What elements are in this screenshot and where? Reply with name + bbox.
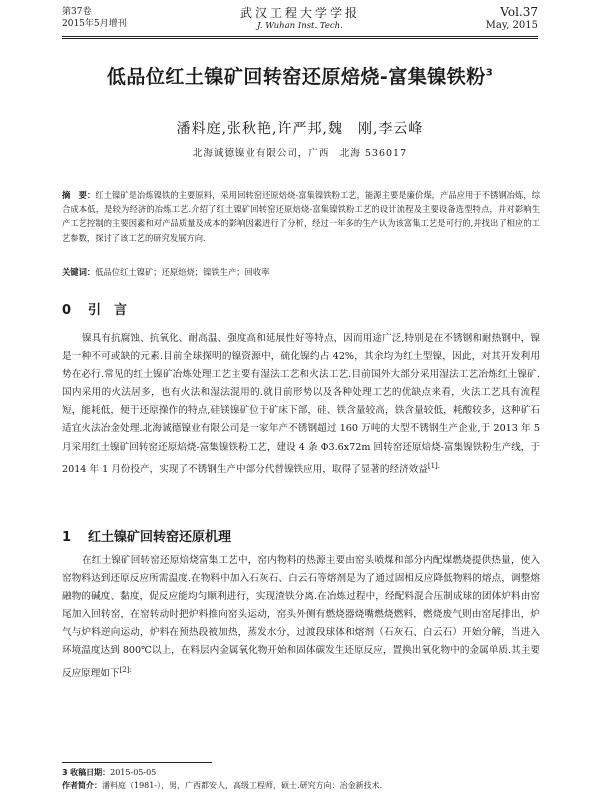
section-heading-intro <box>62 299 127 318</box>
citation: [2]: <box>119 665 132 674</box>
abstract <box>62 188 540 245</box>
header-rule-top <box>62 36 538 37</box>
author-bio-value: 潘料庭（1981-），男，广西都安人，高级工程师，硕士.研究方向：冶金新技术. <box>102 781 383 790</box>
footnote-marker: 3 <box>62 768 68 777</box>
section-title: 引 言 <box>88 303 128 318</box>
header-rule-bottom <box>62 38 538 39</box>
section-title: 红土镍矿回转窑还原机理 <box>88 530 232 545</box>
footnote-received <box>62 767 540 779</box>
received-value: 2015-05-05 <box>110 768 157 777</box>
paragraph: 在红土镍矿回转窑还原焙烧富集工艺中，窑内物料的热源主要由窑头喷煤和部分内配煤燃烧提供热量，使入窑物料达到还原反应所需温度.在物料中加入石灰石、白云石等熔剂是为了通过固相反应降低物料的熔点，调整熔融物的碱度、黏度，促反应能均匀顺利进行，实现渣铁分离.在冶炼过程中，经配料混合压制成球的团体炉料由窑尾加入回转窑，在窑转动时把炉料推向窑头运动，窑头外侧有燃烧器烧嘴燃烧燃料，燃烧废气则由窑尾排出，炉气与炉料逆向运动，炉料在预热段被加热，蒸发水分，过渡段球体和熔剂（石灰石、白云石）开始分解，当进入环境温度达到 800℃以上，在料层内金属氧化物开始和固体碳发生还原反应，置换出氧化物中的金属单质.其主要反应原理如下 <box>62 555 540 679</box>
paper-affiliation: 北海诚德镍业有限公司，广西 北海 536017 <box>192 148 408 159</box>
keywords <box>62 265 540 279</box>
section-body-mechanism <box>62 552 540 683</box>
section-number: 1 <box>62 530 72 545</box>
footnote-rule <box>62 762 212 763</box>
paper-title <box>0 62 600 89</box>
keywords-label: 关键词： <box>62 267 96 277</box>
author-bio-label: 作者简介： <box>62 781 102 790</box>
header-issue: 第37卷 <box>62 7 92 17</box>
citation: [1]. <box>427 461 440 470</box>
header-volume: Vol.37 <box>500 5 538 19</box>
paragraph: 镍具有抗腐蚀、抗氧化、耐高温、强度高和延展性好等特点，因而用途广泛,特别是在不锈钢和耐热钢中，镍是一种不可或缺的元素.目前全球探明的镍资源中，硫化镍约占 42%，其余均为红土型镍，因此，对其开发利用势在必行.常见的红土镍矿冶炼处理工艺主要有湿法工艺和火法工艺.目前国外大部分采用湿法工艺冶炼红土镍矿.国内采用的火法居多，也有火法和湿法混用的.就目前形势以及各种处理工艺的优缺点来看，火法工艺具有流程短，能耗低，便于还原操作的特点,硅镁镍矿位于矿床下部，硅、铁含量较高，铁含量较低，耗酸较多，这种矿石适宜火法冶金处理.北海诚德镍业有限公司是一家年产不锈钢超过 160 万吨的大型不锈钢生产企业,于 2013 年 5 月采用红土镍矿回转窑还原焙烧-富集镍铁粉工艺，建设 4 条 Φ3.6x72m 回转窑还原焙烧-富集镍铁粉生产线，于 2014 年 1 月份投产，实现了不锈钢生产中部分代替镍铁应用，取得了显著的经济效益 <box>62 333 540 475</box>
header-center <box>62 6 538 32</box>
paper-authors: 潘料庭,张秋艳,许严邦,魏 刚,李云峰 <box>176 121 424 137</box>
header-date-en: May, 2015 <box>485 20 538 31</box>
section-heading-mechanism <box>62 526 231 545</box>
journal-name-en: J. Wuhan Inst. Tech. <box>257 21 343 31</box>
paper-title-text: 低品位红土镍矿回转窑还原焙烧-富集镍铁粉 <box>106 66 486 88</box>
footnote-author <box>62 780 540 792</box>
received-label: 收稿日期： <box>70 768 111 777</box>
header-date-supplement: 2015年5月增刊 <box>62 19 127 29</box>
abstract-label: 摘 要： <box>62 190 96 200</box>
running-header <box>62 6 538 36</box>
journal-name-cn: 武汉工程大学学报 <box>239 6 360 20</box>
section-body-intro <box>62 330 540 479</box>
keywords-text: 低品位红土镍矿；还原焙烧；镍铁生产；回收率 <box>95 267 270 277</box>
header-right <box>486 6 538 32</box>
abstract-text: 红土镍矿是冶炼镍铁的主要原料，采用回转窑还原焙烧-富集镍铁粉工艺，能源主要是廉价煤，产品应用于不锈钢冶炼，综合成本低，是较为经济的冶炼工艺.介绍了红土镍矿回转窑还原焙烧-富集镍铁粉工艺的设计流程及主要设备选型特点，并对影响生产工艺控制的主要因素和对产品质量及成本的影响因素进行了分析，经过一年多的生产认为该富集工艺是可行的,并找出了相应的工艺参数，探讨了该工艺的研究发展方向. <box>62 190 540 243</box>
title-footnote-mark: 3 <box>485 67 494 79</box>
section-number: 0 <box>62 303 72 318</box>
